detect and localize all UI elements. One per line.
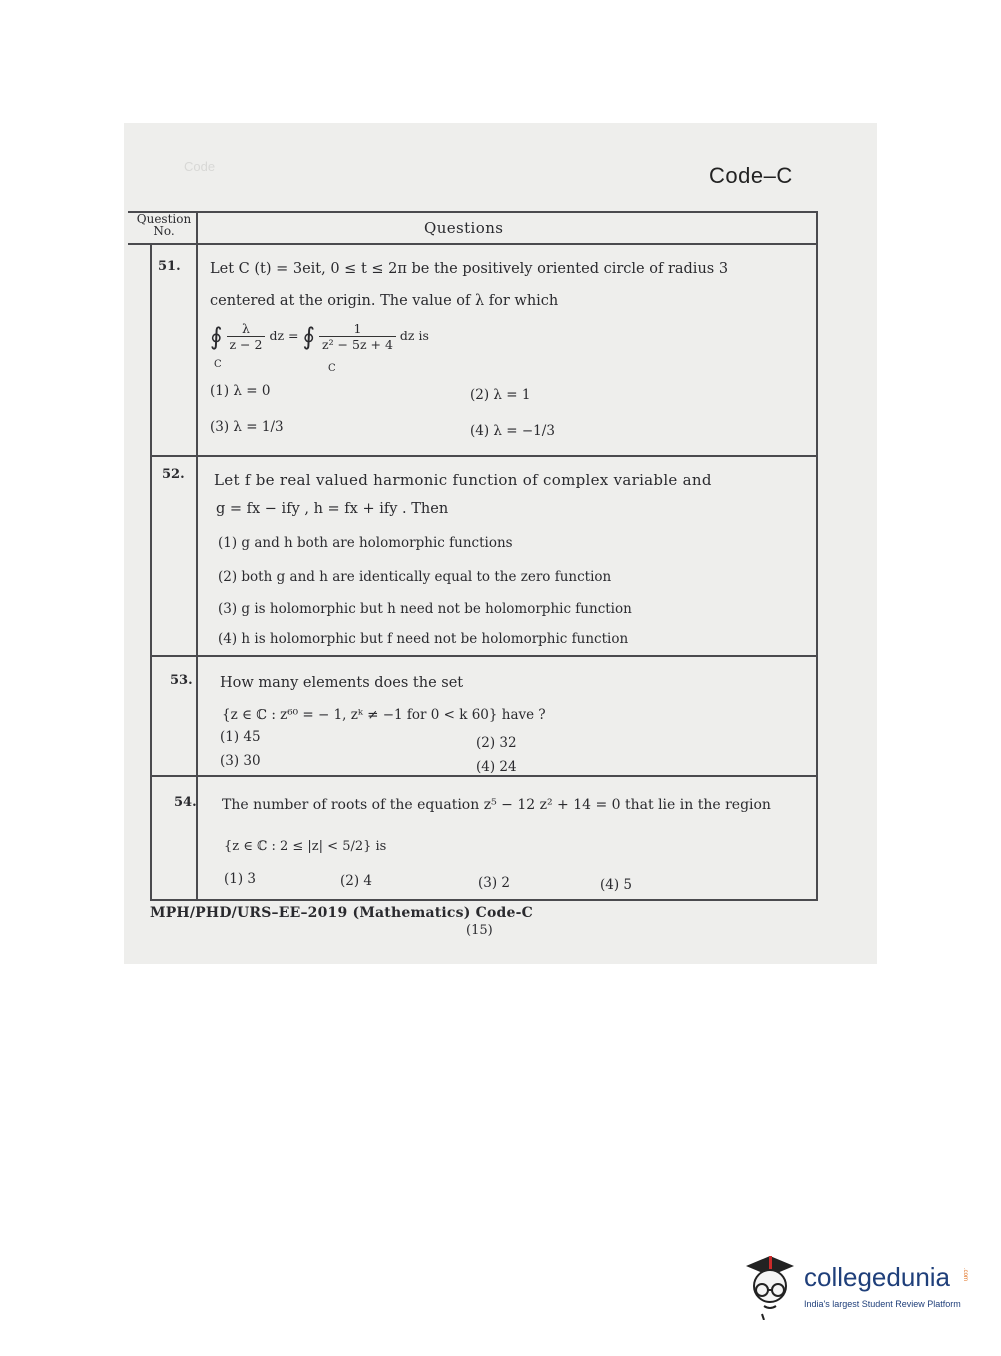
row-divider-53 [150, 775, 818, 777]
answer-option: (3) 30 [220, 753, 261, 769]
equation-middle: dz = [269, 328, 299, 343]
row-divider-51 [150, 455, 818, 457]
logo-dotcom: .com [962, 1268, 968, 1282]
equation-tail: dz is [399, 328, 429, 343]
answer-option: (3) λ = 1/3 [210, 419, 284, 435]
answer-option: (1) 3 [224, 871, 257, 887]
contour-label: C [214, 359, 222, 370]
fraction-numerator: 1 [319, 321, 396, 337]
page-number: (15) [466, 923, 493, 938]
question-text: centered at the origin. The value of λ for which [210, 293, 559, 309]
fraction-denominator: z² − 5z + 4 [321, 337, 393, 352]
table-header-border [128, 243, 818, 245]
answer-option: (1) 45 [220, 729, 261, 745]
answer-option: (4) h is holomorphic but f need not be holomorphic function [218, 631, 629, 647]
answer-option: (2) both g and h are identically equal to the zero function [218, 569, 612, 585]
logo-wordmark: collegedunia [804, 1262, 951, 1292]
question-number: 53. [170, 673, 193, 688]
question-number: 54. [174, 795, 197, 810]
answer-option: (2) λ = 1 [470, 387, 531, 403]
set-notation: {z ∈ ℂ : z⁶⁰ = − 1, zᵏ ≠ −1 for 0 < k 60} have ? [222, 707, 546, 723]
contour-integral-equation [210, 321, 429, 352]
region-notation: {z ∈ ℂ : 2 ≤ |z| < 5/2} is [224, 839, 387, 854]
table-top-border [128, 211, 818, 213]
contour-label: C [328, 363, 336, 374]
answer-option: (4) λ = −1/3 [470, 423, 555, 439]
answer-option: (1) g and h both are holomorphic functions [218, 535, 513, 551]
header-question-no: Question No. [136, 212, 192, 238]
exam-footer: MPH/PHD/URS–EE–2019 (Mathematics) Code-C [150, 905, 533, 921]
logo-tagline: India's largest Student Review Platform [804, 1299, 961, 1309]
answer-option: (2) 4 [340, 873, 373, 889]
answer-option: (2) 32 [476, 735, 517, 751]
fraction-numerator: λ [227, 321, 266, 337]
question-text: Let C (t) = 3eit, 0 ≤ t ≤ 2π be the positively oriented circle of radius 3 [210, 261, 729, 277]
answer-option: (4) 5 [600, 877, 633, 893]
question-number: 51. [158, 259, 181, 274]
graduate-mascot-icon [742, 1250, 802, 1320]
fraction-denominator: z − 2 [229, 337, 263, 352]
answer-option: (3) g is holomorphic but h need not be holomorphic function [218, 601, 632, 617]
scanned-page-photo [124, 123, 877, 964]
table-right-border [816, 211, 818, 901]
row-divider-52 [150, 655, 818, 657]
answer-option: (4) 24 [476, 759, 517, 775]
header-questions: Questions [424, 219, 504, 237]
faded-label: Code [184, 159, 216, 174]
table-left-border [150, 243, 152, 901]
question-text: The number of roots of the equation z⁵ − 12 z² + 14 = 0 that lie in the region [222, 797, 771, 813]
question-text: g = fx − ify , h = fx + ify . Then [216, 501, 449, 517]
code-label: Code–C [709, 163, 793, 188]
question-text: Let f be real valued harmonic function of complex variable and [214, 471, 712, 489]
question-number: 52. [162, 467, 185, 482]
table-bottom-border [150, 899, 818, 901]
contour-integral-symbol: ∮ [210, 322, 223, 351]
contour-integral-symbol: ∮ [302, 322, 315, 351]
question-text: How many elements does the set [220, 675, 464, 691]
answer-option: (3) 2 [478, 875, 511, 891]
collegedunia-logo [742, 1250, 972, 1320]
answer-option: (1) λ = 0 [210, 383, 271, 399]
